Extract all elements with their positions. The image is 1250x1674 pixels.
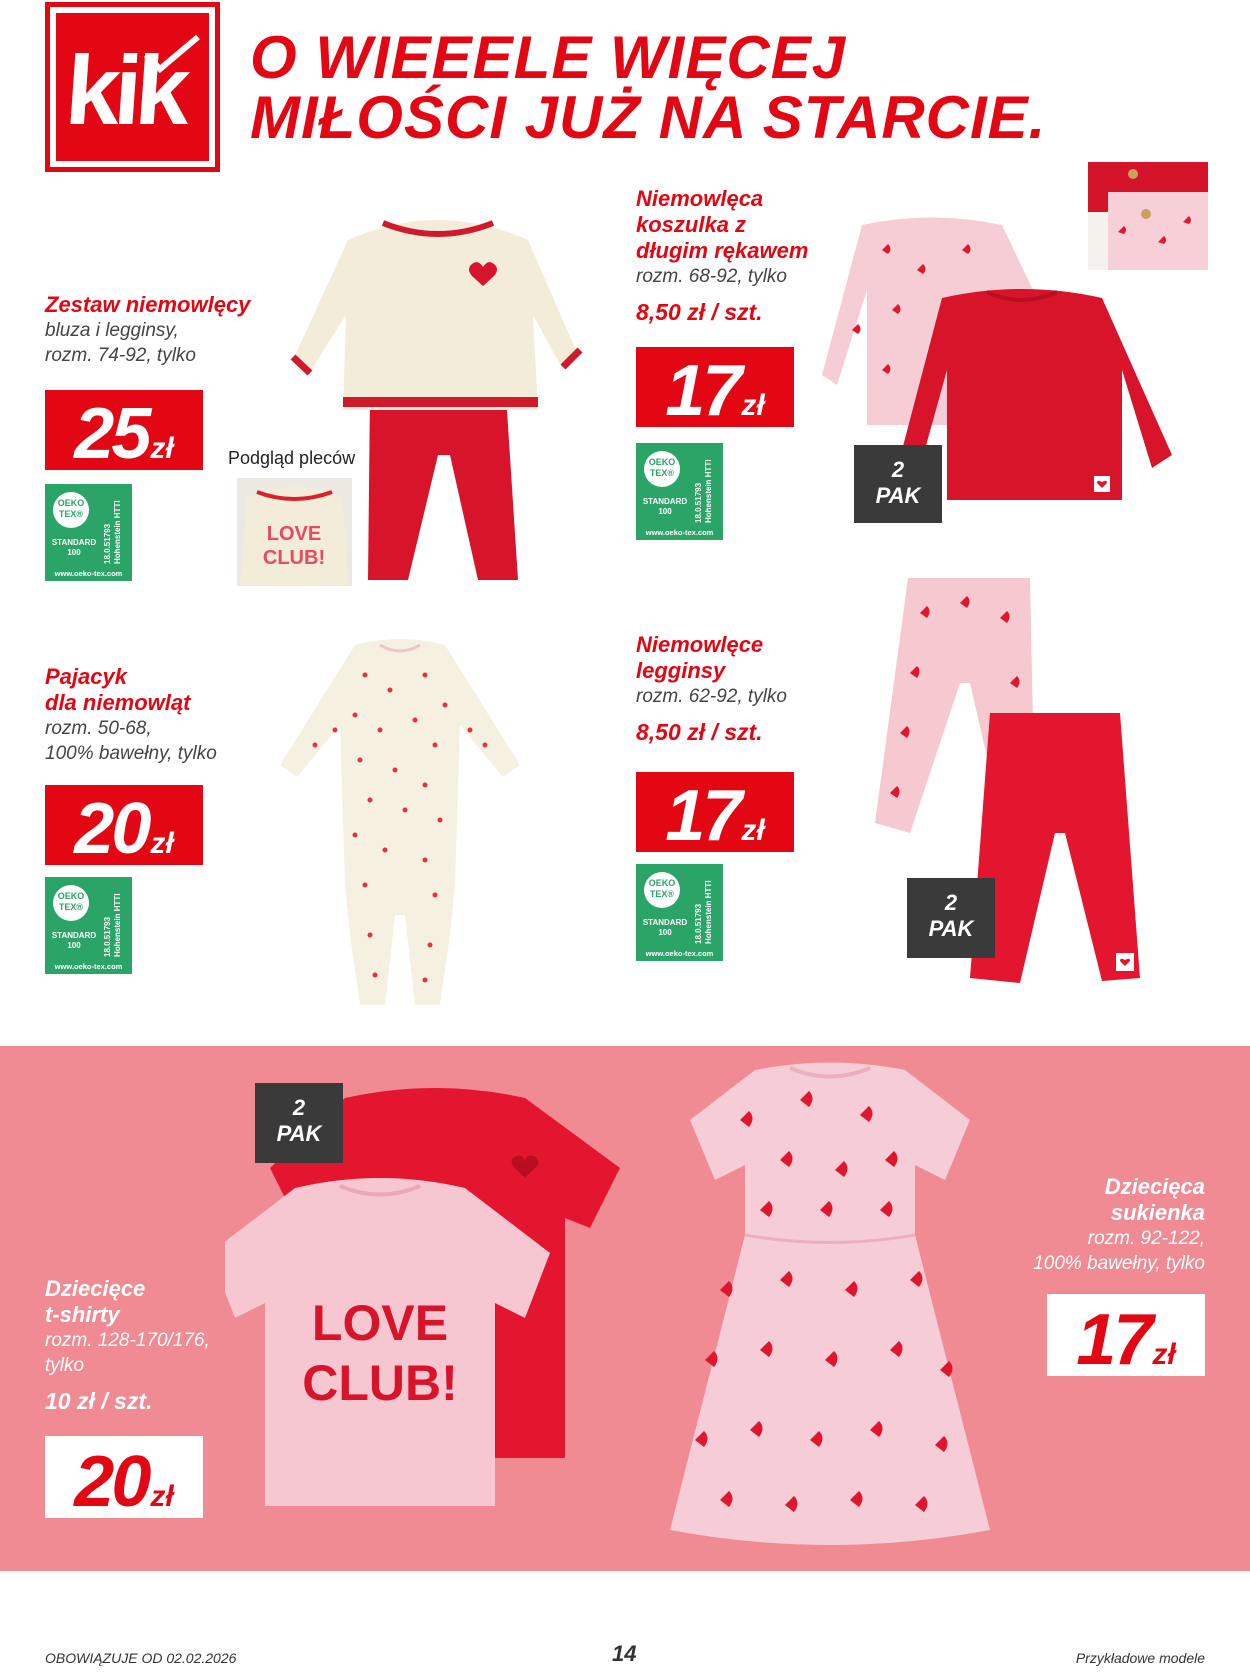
- oeko-cert: 18.0.51793 Hohenstein HTTI: [694, 459, 713, 523]
- pak-number: 2: [292, 1095, 306, 1120]
- tshirts-desc-1: rozm. 128-170/176,: [45, 1330, 210, 1351]
- leggings-title-2: legginsy: [636, 658, 726, 683]
- oeko-standard: STANDARD 100: [51, 931, 97, 950]
- oeko-tex-badge: [636, 864, 723, 961]
- oeko-url: www.oeko-tex.com: [645, 949, 714, 958]
- validity-note: OBOWIĄZUJE OD 02.02.2026: [45, 1650, 237, 1666]
- set-currency: zł: [150, 432, 174, 465]
- dress-title-2: sukienka: [1110, 1200, 1205, 1225]
- romper-price: 20: [74, 789, 149, 869]
- page-headline: [250, 24, 1150, 151]
- oeko-tex-badge: [45, 484, 132, 581]
- dress-currency: zł: [1152, 1338, 1176, 1371]
- set-product-image: [288, 205, 588, 585]
- longsleeve-pak-badge: [854, 445, 942, 523]
- romper-desc-1: rozm. 50-68,: [45, 718, 152, 739]
- back-preview-label: Podgląd pleców: [228, 448, 356, 468]
- pak-label: PAK: [276, 1121, 322, 1146]
- logo-text: kik: [62, 35, 189, 145]
- headline-line-1: O WIEEELE WIĘCEJ: [250, 24, 847, 91]
- longsleeve-price: 17: [665, 351, 740, 431]
- dress-product-image: [660, 1060, 1000, 1555]
- pak-label: PAK: [875, 483, 921, 508]
- oeko-tex-logo: OEKO TEX®: [644, 451, 680, 487]
- leggings-price-box: [636, 772, 794, 856]
- oeko-tex-badge: [636, 443, 723, 540]
- headline-line-2: MIŁOŚCI JUŻ NA STARCIE.: [250, 84, 1047, 151]
- set-text: [45, 292, 250, 368]
- leggings-text: [636, 632, 787, 746]
- tshirts-title-2: t-shirty: [45, 1302, 120, 1327]
- dress-title-1: Dziecięca: [1104, 1174, 1205, 1199]
- tee-print-line-2: CLUB!: [302, 1355, 458, 1411]
- tshirts-text: [45, 1276, 210, 1415]
- back-print-line-1: LOVE: [266, 523, 322, 545]
- pak-number: 2: [891, 457, 905, 482]
- set-price: 25: [74, 394, 149, 474]
- set-desc-2: rozm. 74-92, tylko: [45, 345, 196, 366]
- example-models-note: Przykładowe modele: [1075, 1650, 1205, 1666]
- oeko-cert: 18.0.51793 Hohenstein HTTI: [694, 880, 713, 944]
- leggings-currency: zł: [741, 814, 765, 847]
- romper-desc-2: 100% bawełny, tylko: [45, 743, 217, 764]
- longsleeve-currency: zł: [741, 389, 765, 422]
- oeko-tex-logo: OEKO TEX®: [644, 872, 680, 908]
- longsleeve-unit-price: 8,50 zł / szt.: [636, 299, 763, 325]
- dress-price-box: [1047, 1294, 1205, 1380]
- tee-print-line-1: LOVE: [311, 1295, 449, 1351]
- longsleeve-title-2: koszulka z: [636, 212, 747, 237]
- dress-text: [1033, 1174, 1205, 1276]
- leggings-desc: rozm. 62-92, tylko: [636, 686, 787, 707]
- set-desc-1: bluza i legginsy,: [45, 320, 179, 341]
- oeko-cert: 18.0.51793 Hohenstein HTTI: [103, 893, 122, 957]
- oeko-tex-logo: OEKO TEX®: [53, 492, 89, 528]
- romper-product-image: [275, 635, 525, 1015]
- dress-desc-1: rozm. 92-122,: [1087, 1228, 1205, 1249]
- oeko-standard: STANDARD 100: [642, 497, 688, 516]
- tshirts-unit-price: 10 zł / szt.: [45, 1388, 153, 1414]
- leggings-title-1: Niemowlęce: [636, 632, 764, 657]
- tshirts-title-1: Dziecięce: [45, 1276, 146, 1301]
- leggings-pak-badge: [907, 878, 995, 958]
- pak-number: 2: [944, 890, 958, 915]
- romper-title-1: Pajacyk: [45, 664, 127, 689]
- oeko-tex-badge: [45, 877, 132, 974]
- oeko-standard: STANDARD 100: [51, 538, 97, 557]
- longsleeve-desc: rozm. 68-92, tylko: [636, 266, 787, 287]
- romper-currency: zł: [150, 827, 174, 860]
- page-number: 14: [612, 1641, 637, 1666]
- oeko-standard: STANDARD 100: [642, 918, 688, 937]
- kik-logo: [45, 2, 220, 172]
- romper-price-box: [45, 785, 203, 869]
- set-title: Zestaw niemowlęcy: [45, 292, 251, 317]
- back-print-line-2: CLUB!: [262, 547, 326, 569]
- dress-price: 17: [1076, 1300, 1151, 1380]
- oeko-url: www.oeko-tex.com: [54, 569, 123, 578]
- set-price-box: [45, 390, 203, 474]
- oeko-url: www.oeko-tex.com: [645, 528, 714, 537]
- leggings-unit-price: 8,50 zł / szt.: [636, 719, 763, 745]
- tshirts-desc-2: tylko: [45, 1355, 85, 1376]
- romper-text: [45, 664, 217, 766]
- longsleeve-price-box: [636, 347, 794, 431]
- longsleeve-title-1: Niemowlęca: [636, 186, 764, 211]
- tshirts-pak-badge: [255, 1083, 343, 1163]
- dress-desc-2: 100% bawełny, tylko: [1033, 1253, 1205, 1274]
- pak-label: PAK: [928, 916, 974, 941]
- tshirts-price-box: [45, 1436, 203, 1522]
- tshirts-currency: zł: [150, 1480, 174, 1513]
- oeko-url: www.oeko-tex.com: [54, 962, 123, 971]
- longsleeve-text: [636, 186, 808, 326]
- oeko-tex-logo: OEKO TEX®: [53, 885, 89, 921]
- tshirts-price: 20: [74, 1442, 149, 1522]
- leggings-price: 17: [665, 776, 740, 856]
- romper-title-2: dla niemowląt: [45, 690, 191, 715]
- oeko-cert: 18.0.51793 Hohenstein HTTI: [103, 500, 122, 564]
- longsleeve-title-3: długim rękawem: [636, 238, 809, 263]
